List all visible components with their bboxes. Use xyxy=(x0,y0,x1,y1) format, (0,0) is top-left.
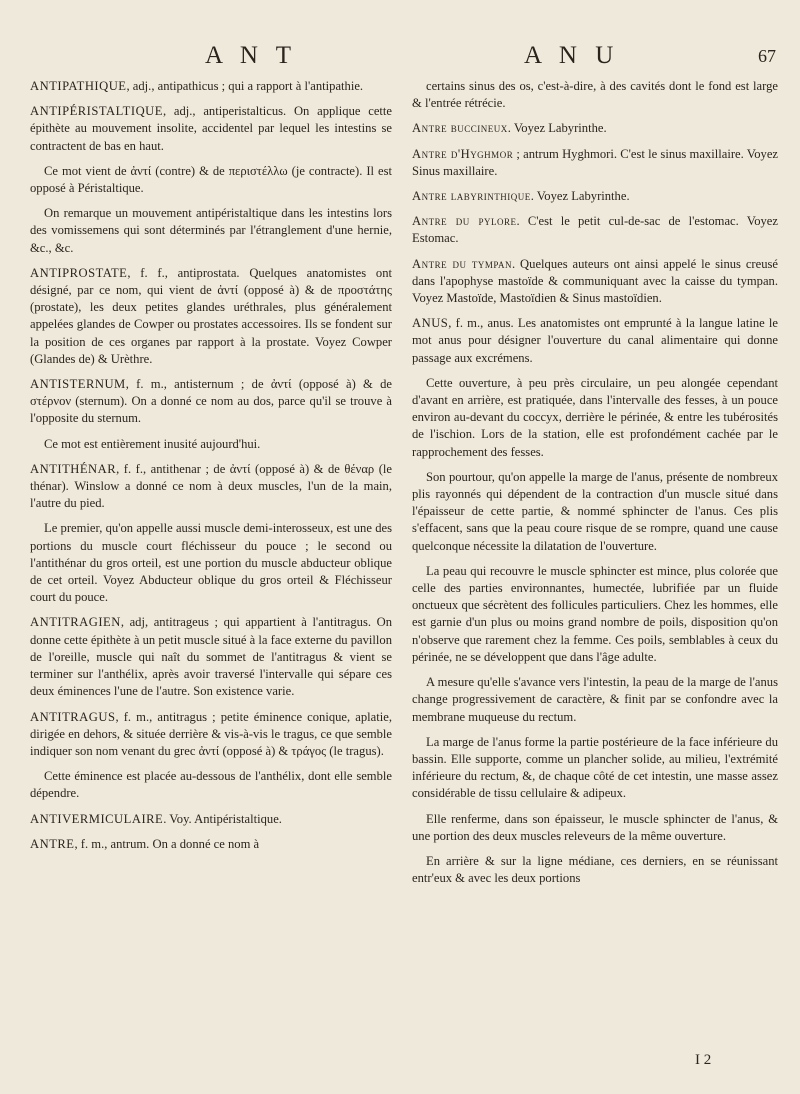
entry-text: Elle renferme, dans son épaisseur, le muscle sphincter de l'anus, & une portion des deux muscles releveurs de la même ouverture. xyxy=(412,811,778,843)
dictionary-entry xyxy=(412,78,778,112)
dictionary-entry xyxy=(30,520,392,606)
entry-text: Cette éminence est placée au-dessous de l'anthélix, dont elle semble dépendre. xyxy=(30,769,392,801)
entry-headword: ANTITHÉNAR xyxy=(30,461,117,476)
entry-headword: Antre buccineux xyxy=(412,121,508,136)
entry-headword: ANUS xyxy=(412,316,449,331)
dictionary-entry xyxy=(412,469,778,555)
entry-text: ; antrum Hyghmori. C'est le sinus maxillaire. Voyez Sinus maxillaire. xyxy=(412,146,779,178)
entry-text: , adj., antipathicus ; qui a rapport à l'antipathie. xyxy=(126,79,364,93)
dictionary-entry xyxy=(30,811,392,828)
dictionary-entry xyxy=(30,614,392,700)
entry-headword: Antre labyrinthique xyxy=(412,189,531,204)
dictionary-entry xyxy=(412,674,778,726)
entry-headword: ANTIPATHIQUE xyxy=(30,79,127,93)
dictionary-entry xyxy=(412,853,778,887)
entry-text: . Voyez Labyrinthe. xyxy=(507,121,607,136)
entry-headword: Antre du pylore xyxy=(412,214,517,229)
dictionary-entry xyxy=(412,734,778,803)
entry-text: La peau qui recouvre le muscle sphincter est mince, plus colorée que celle des parties environnantes, humectée, lubrifiée par un fluide onctueux que sécrètent des follicules particuliers. Chez les hommes, elle est garnie d'un plus ou moins grand nombre de poils, disposition qu'on n'observe que rarement chez la femme. Ces poils, semblables à ceux du périnée, ne se développent que dans l'âge adulte. xyxy=(412,563,778,664)
entry-headword: ANTITRAGIEN xyxy=(30,615,121,630)
page-number: 67 xyxy=(758,46,776,66)
entry-text: Ce mot vient de ἀντί (contre) & de περιστέλλω (je contracte). Il est opposé à Péristaltique. xyxy=(30,163,392,196)
right-column xyxy=(412,78,778,895)
entry-text: . Voy. Antipéristaltique. xyxy=(163,811,282,826)
entry-text: La marge de l'anus forme la partie postérieure de la face inférieure du bassin. Elle supporte, comme un plancher solide, au milieu, l'extrémité inférieure du rectum, &, de chaque côté de cet intestin, une masse assez considérable de tissu cellulaire & adipeux. xyxy=(412,734,778,801)
dictionary-entry xyxy=(30,376,392,428)
entry-text: Cette ouverture, à peu près circulaire, un peu alongée cependant d'avant en arrière, est pratiquée, dans l'intervalle des fesses, à un pouce environ au-devant du coccyx, derrière le périnée, & entre les tubérosités de l'ischion. Lors de la station, elle est profondément cachée par le rapprochement des fesses. xyxy=(412,375,778,459)
entry-text: , f. m., antrum. On a donné ce nom à xyxy=(74,836,260,851)
dictionary-entry xyxy=(412,213,778,247)
entry-text: . Quelques auteurs ont ainsi appelé le sinus creusé dans l'apophyse mastoïde & communiquant avec la caisse du tympan. Voyez Mastoïde, Mastoïdien & Sinus mastoïdien. xyxy=(412,256,778,306)
running-head-right: A N U xyxy=(524,42,620,69)
entry-text: , f. m., antisternum ; de ἀντί (opposé à) & de στέρνον (sternum). On a donné ce nom au dos, parce qu'il se trouve à l'opposite du sternum. xyxy=(30,377,392,426)
entry-text: , adj, antitrageus ; qui appartient à l'antitragus. On donne cette épithète à un petit muscle situé à la face externe du pavillon de l'oreille, muscle qui naît du sommet de l'antitragus & vient se terminer sur l'anthélix, après avoir traversé l'intervalle qui sépare ces deux éminences l'une de l'autre. Son existence varie. xyxy=(30,615,392,699)
dictionary-entry xyxy=(412,315,778,367)
entry-text: Son pourtour, qu'on appelle la marge de l'anus, présente de nombreux plis rayonnés qui dépendent de la contraction d'un muscle situé dans l'épaisseur de cette partie, & nommé sphincter de l'anus. Ces plis s'effacent, sans que la peau coure risque de se rompre, quand une cause quelconque nécessite la dilatation de l'ouverture. xyxy=(412,469,778,553)
entry-text: En arrière & sur la ligne médiane, ces derniers, en se réunissant entr'eux & avec les deux portions xyxy=(412,853,778,886)
entry-text: certains sinus des os, c'est-à-dire, à des cavités dont le fond est large & l'entrée rétrécie. xyxy=(412,79,778,111)
dictionary-entry xyxy=(412,188,778,205)
dictionary-entry xyxy=(412,563,778,666)
entry-headword: ANTITRAGUS xyxy=(30,709,116,724)
dictionary-entry xyxy=(30,436,392,453)
entry-headword: ANTIPÉRISTALTIQUE xyxy=(30,104,163,119)
entry-headword: Antre d'Hyghmor xyxy=(412,146,514,161)
entry-headword: ANTIPROSTATE xyxy=(30,265,128,280)
dictionary-entry xyxy=(412,811,778,845)
entry-text: , f. f., antiprostata. Quelques anatomistes ont désigné, par ce nom, qui vient de ἀντί (opposé à) & de προστάτης (prostate), les deux petites glandes uréthrales, plus généralement appelées glandes de Cowper ou prostates accessoires. Ils se fondent sur la position de ces organes par rapport à la prostate. Voyez Cowper (Glandes de) & Urèthre. xyxy=(30,265,392,366)
dictionary-entry xyxy=(30,709,392,761)
entry-text: Ce mot est entièrement inusité aujourd'hui. xyxy=(44,436,261,451)
running-header xyxy=(0,42,800,72)
dictionary-entry xyxy=(30,205,392,257)
dictionary-entry xyxy=(30,836,392,853)
entry-text: On remarque un mouvement antipéristaltique dans les intestins lors des vomissemens qui sont déterminés par l'étranglement d'une hernie, &c., &c. xyxy=(30,206,392,255)
entry-headword: ANTIVERMICULAIRE xyxy=(30,811,164,826)
dictionary-entry xyxy=(412,256,778,308)
dictionary-entry xyxy=(30,163,392,197)
entry-text: , f. m., anus. Les anatomistes ont emprunté à la langue latine le mot anus pour désigner l'ouverture du canal alimentaire qui donne passage aux excrémens. xyxy=(412,316,778,365)
entry-headword: ANTISTERNUM xyxy=(30,377,126,392)
dictionary-entry xyxy=(412,375,778,461)
entry-headword: Antre du tympan xyxy=(412,256,513,271)
dictionary-entry xyxy=(30,461,392,513)
dictionary-entry xyxy=(30,768,392,802)
running-head-left: A N T xyxy=(205,42,298,69)
dictionary-entry xyxy=(30,103,392,155)
entry-text: . C'est le petit cul-de-sac de l'estomac. Voyez Estomac. xyxy=(412,214,778,246)
entry-text: Le premier, qu'on appelle aussi muscle demi-interosseux, est une des portions du muscle court fléchisseur du pouce ; le second ou l'antithénar du gros orteil, est une portion du muscle abducteur oblique de cet orteil. Voyez Abducteur oblique du gros orteil & Fléchisseur court du pouce. xyxy=(30,521,392,605)
entry-text: , f. m., antitragus ; petite éminence conique, aplatie, dirigée en dehors, & située derrière & vis-à-vis le tragus, ce que semble indiquer son nom venant du grec ἀντί (opposé à) & τράγος (le tragus). xyxy=(30,709,392,758)
left-column xyxy=(30,78,392,861)
entry-text: , adj., antiperistalticus. On applique cette épithète au mouvement insolite, accidentel par lequel les intestins se contractent de bas en haut. xyxy=(30,104,392,153)
signature-mark: I 2 xyxy=(695,1052,712,1068)
dictionary-entry xyxy=(412,146,778,180)
entry-text: A mesure qu'elle s'avance vers l'intestin, la peau de la marge de l'anus change progressivement de caractère, & finit par se confondre avec la membrane muqueuse du rectum. xyxy=(412,675,778,724)
entry-headword: ANTRE xyxy=(30,836,75,851)
entry-text: , f. f., antithenar ; de ἀντί (opposé à) & de θέναρ (le thénar). Winslow a donné ce nom à deux muscles, l'un de la main, l'autre du pied. xyxy=(30,461,392,511)
dictionary-entry xyxy=(412,120,778,137)
dictionary-entry xyxy=(30,265,392,368)
entry-text: . Voyez Labyrinthe. xyxy=(530,189,630,204)
dictionary-entry xyxy=(30,78,392,95)
